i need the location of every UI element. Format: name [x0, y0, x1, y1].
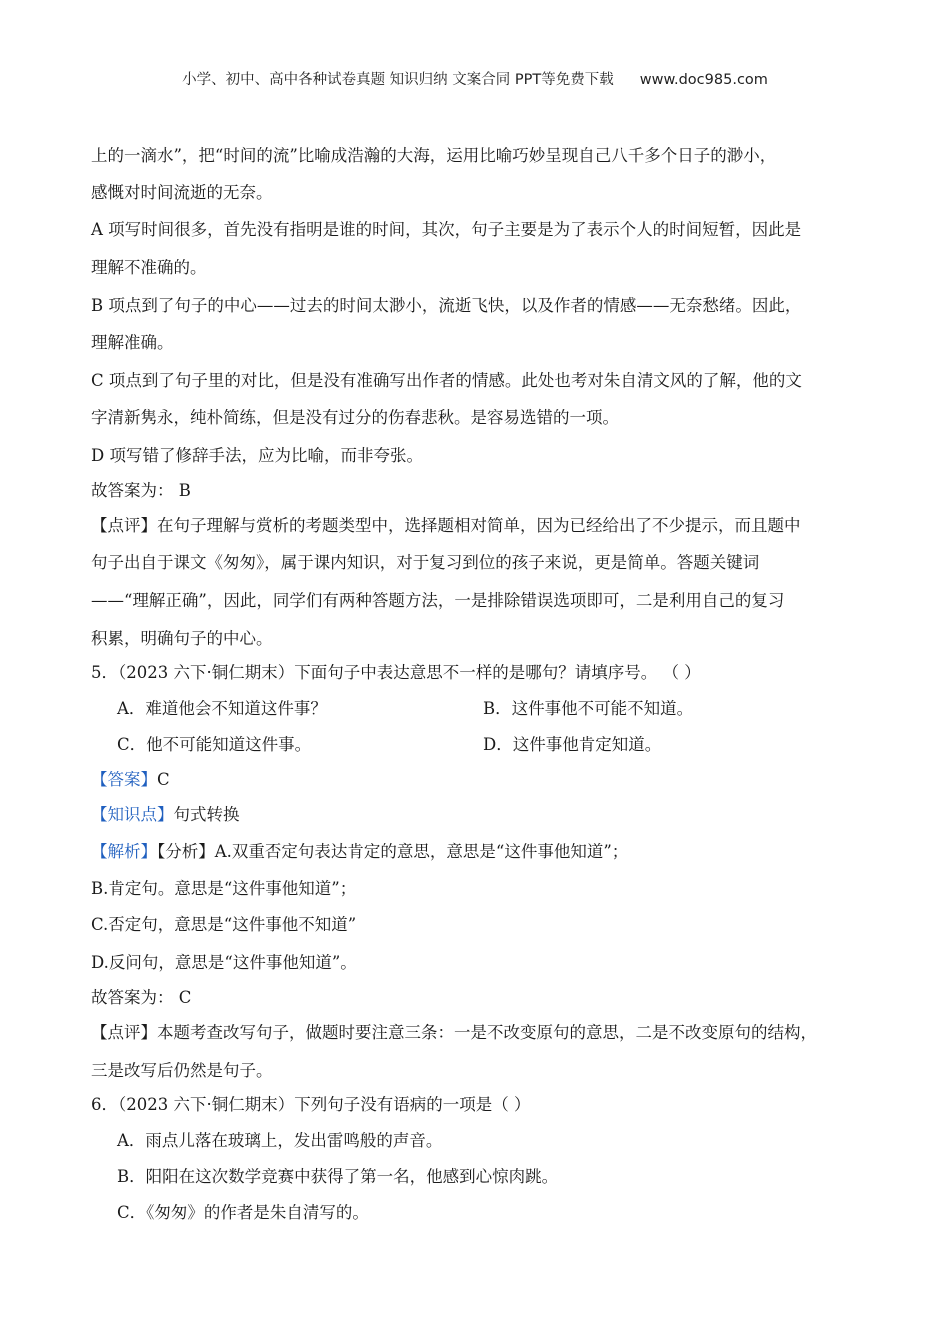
knowledge-point-value: 句式转换 [173, 805, 240, 824]
analysis-line: B.肯定句。意思是“这件事他知道”； [91, 879, 357, 898]
answer-line: 故答案为： B [91, 481, 191, 500]
review-line: 三是改写后仍然是句子。 [91, 1061, 273, 1080]
knowledge-point-tag: 【知识点】 [91, 805, 174, 824]
paragraph-line: 字清新隽永，纯朴简练，但是没有过分的伤春悲秋。是容易选错的一项。 [91, 408, 619, 427]
question-6-option-c: C．《匆匆》的作者是朱自清写的。 [117, 1203, 369, 1222]
question-5-option-a: A．难道他会不知道这件事？ [117, 699, 327, 718]
paragraph-line: 上的一滴水”，把“时间的流”比喻成浩瀚的大海，运用比喻巧妙呈现自己八千多个日子的渺小， [91, 146, 777, 165]
question-5-stem: 5．（2023 六下·铜仁期末）下面句子中表达意思不一样的是哪句？请填序号。 （ ） [91, 663, 701, 682]
question-6-stem: 6．（2023 六下·铜仁期末）下列句子没有语病的一项是（ ） [91, 1095, 531, 1114]
knowledge-point-row [91, 805, 240, 825]
paragraph-line: 感慨对时间流逝的无奈。 [91, 183, 273, 202]
question-6-option-b: B．阳阳在这次数学竞赛中获得了第一名，他感到心惊肉跳。 [117, 1167, 559, 1186]
paragraph-line: A 项写时间很多，首先没有指明是谁的时间，其次，句子主要是为了表示个人的时间短暂，因此是 [91, 220, 802, 239]
analysis-line: D.反问句，意思是“这件事他知道”。 [91, 953, 357, 972]
analysis-row [91, 842, 628, 862]
question-5-option-c: C．他不可能知道这件事。 [117, 735, 312, 754]
paragraph-line: 理解不准确的。 [91, 258, 207, 277]
paragraph-line: C 项点到了句子里的对比，但是没有准确写出作者的情感。此处也考对朱自清文风的了解，他的文 [91, 371, 802, 390]
paragraph-line: 理解准确。 [91, 333, 174, 352]
answer-tag: 【答案】 [91, 770, 157, 789]
question-6-option-a: A．雨点儿落在玻璃上，发出雷鸣般的声音。 [117, 1131, 443, 1150]
paragraph-line: B 项点到了句子的中心——过去的时间太渺小，流逝飞快，以及作者的情感——无奈愁绪。因此， [91, 296, 802, 315]
analysis-tag: 【解析】 [91, 842, 157, 861]
analysis-text: 【分析】A.双重否定句表达肯定的意思，意思是“这件事他知道”； [157, 842, 629, 861]
header-site-link[interactable]: www.doc985.com [639, 72, 768, 88]
review-line: 【点评】本题考查改写句子，做题时要注意三条：一是不改变原句的意思，二是不改变原句的结构， [91, 1023, 817, 1042]
review-line: 句子出自于课文《匆匆》，属于课内知识，对于复习到位的孩子来说，更是简单。答题关键词 [91, 553, 760, 572]
header-text: 小学、初中、高中各种试卷真题 知识归纳 文案合同 PPT等免费下载 [182, 72, 614, 88]
review-line: ——“理解正确”，因此，同学们有两种答题方法，一是排除错误选项即可，二是利用自己的复习 [91, 591, 785, 610]
question-5-option-d: D．这件事他肯定知道。 [483, 735, 662, 754]
page-header [0, 68, 950, 89]
paragraph-line: D 项写错了修辞手法，应为比喻，而非夸张。 [91, 446, 423, 465]
review-line: 【点评】在句子理解与赏析的考题类型中，选择题相对简单，因为已经给出了不少提示，而且题中 [91, 516, 801, 535]
review-line: 积累，明确句子的中心。 [91, 629, 273, 648]
question-5-option-b: B．这件事他不可能不知道。 [483, 699, 694, 718]
answer-line: 故答案为： C [91, 988, 192, 1007]
answer-row [91, 770, 170, 790]
answer-value: C [157, 770, 170, 789]
analysis-line: C.否定句，意思是“这件事他不知道” [91, 915, 357, 934]
